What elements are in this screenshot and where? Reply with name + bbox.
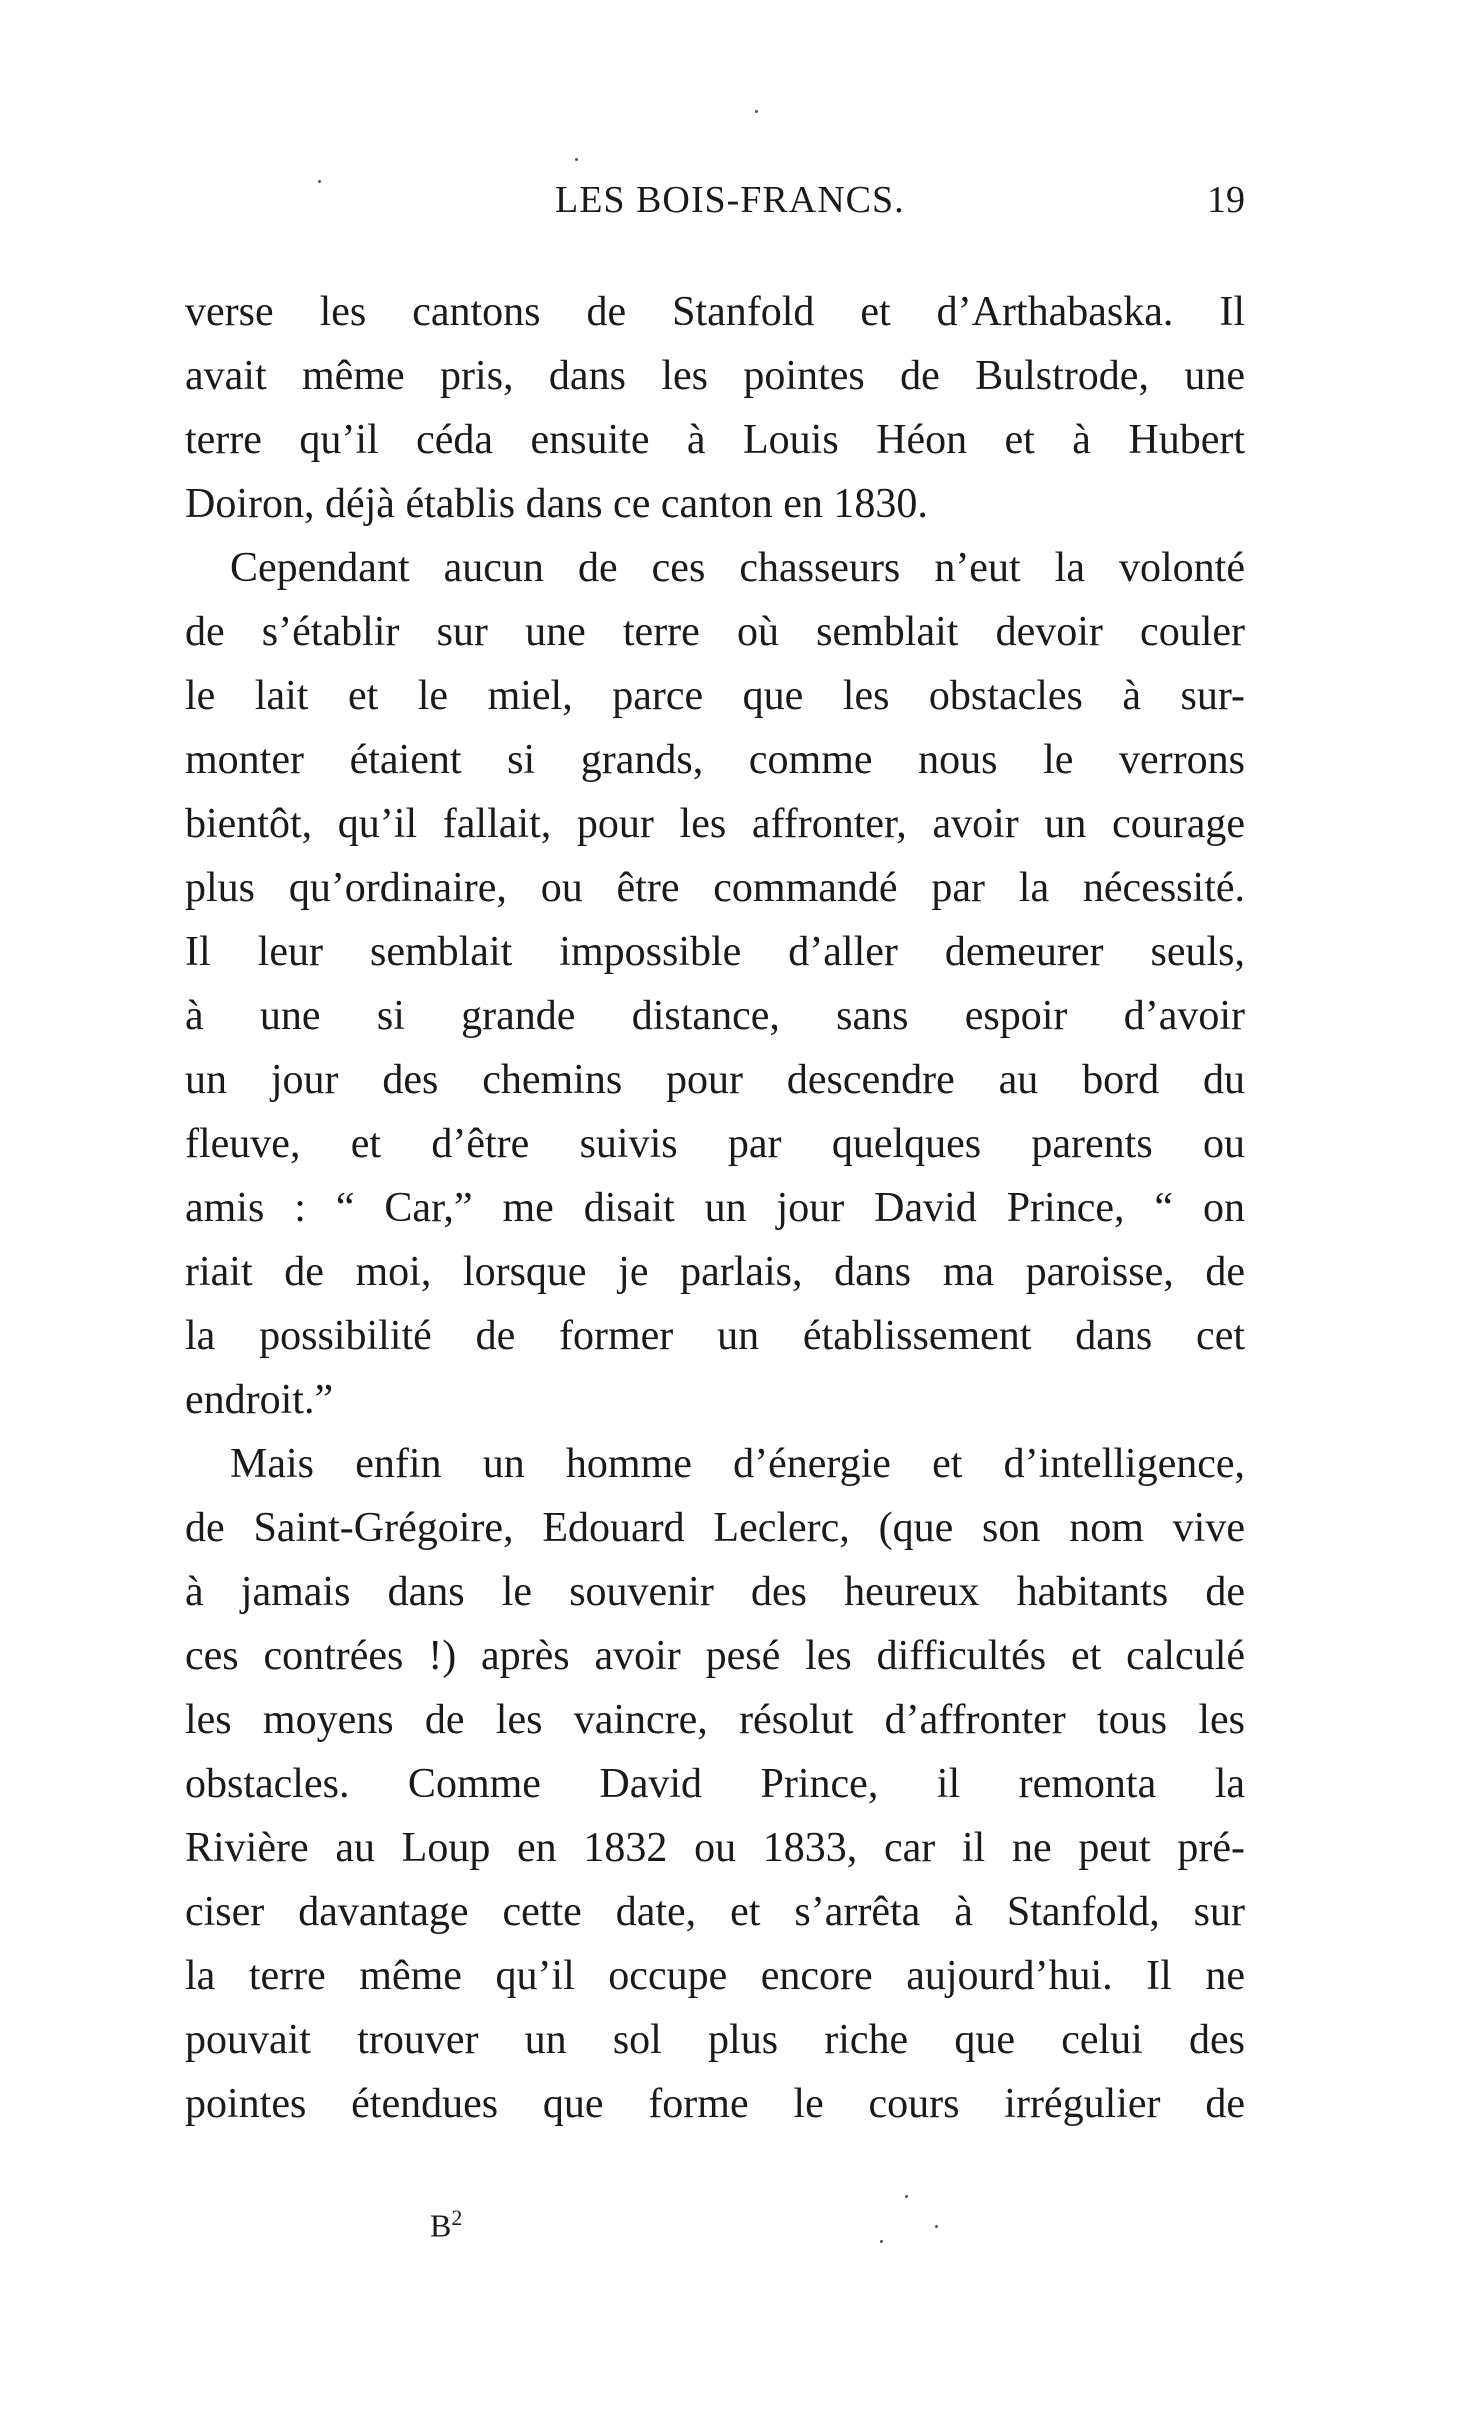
- text-line: à jamais dans le souvenir des heureux habitants de: [185, 1569, 1245, 1615]
- running-head: LES BOIS-FRANCS.: [555, 179, 905, 221]
- text-line: Cependant aucun de ces chasseurs n’eut la volonté: [230, 545, 1245, 591]
- scan-speck: [905, 2195, 908, 2198]
- text-line: Il leur semblait impossible d’aller demeurer seuls,: [185, 929, 1245, 975]
- text-line: de Saint-Grégoire, Edouard Leclerc, (que son nom vive: [185, 1505, 1245, 1551]
- paragraph: [185, 1432, 1245, 2136]
- printer-signature-mark: [430, 2205, 462, 2245]
- scan-speck: [575, 158, 578, 161]
- text-line: ces contrées !) après avoir pesé les difficultés et calculé: [185, 1633, 1245, 1679]
- page-number: 19: [1207, 179, 1245, 221]
- text-line: Doiron, déjà établis dans ce canton en 1830.: [185, 481, 928, 527]
- text-line: pouvait trouver un sol plus riche que celui des: [185, 2017, 1245, 2063]
- signature-number: 2: [451, 2205, 463, 2230]
- paragraph: [185, 536, 1245, 1432]
- signature-letter: B: [430, 2207, 452, 2244]
- text-line: Mais enfin un homme d’énergie et d’intelligence,: [230, 1441, 1245, 1487]
- text-line: plus qu’ordinaire, ou être commandé par la nécessité.: [185, 865, 1245, 911]
- text-line: monter étaient si grands, comme nous le verrons: [185, 737, 1245, 783]
- text-line: fleuve, et d’être suivis par quelques parents ou: [185, 1121, 1245, 1167]
- text-line: pointes étendues que forme le cours irrégulier de: [185, 2081, 1245, 2127]
- text-line: bientôt, qu’il fallait, pour les affronter, avoir un courage: [185, 801, 1245, 847]
- text-line: la terre même qu’il occupe encore aujourd’hui. Il ne: [185, 1953, 1245, 1999]
- text-line: Rivière au Loup en 1832 ou 1833, car il ne peut pré-: [185, 1825, 1245, 1871]
- text-line: obstacles. Comme David Prince, il remonta la: [185, 1761, 1245, 1807]
- scan-speck: [935, 2225, 938, 2228]
- text-line: le lait et le miel, parce que les obstacles à sur-: [185, 673, 1245, 719]
- text-line: les moyens de les vaincre, résolut d’affronter tous les: [185, 1697, 1245, 1743]
- scan-speck: [755, 110, 758, 113]
- text-line: amis : “ Car,” me disait un jour David Prince, “ on: [185, 1185, 1245, 1231]
- page-header: [185, 178, 1265, 238]
- text-line: verse les cantons de Stanfold et d’Arthabaska. Il: [185, 289, 1245, 335]
- text-line: terre qu’il céda ensuite à Louis Héon et à Hubert: [185, 417, 1245, 463]
- text-line: avait même pris, dans les pointes de Bulstrode, une: [185, 353, 1245, 399]
- scan-speck: [318, 180, 321, 183]
- body-text: [185, 280, 1245, 2136]
- text-line: la possibilité de former un établissement dans cet: [185, 1313, 1245, 1359]
- text-line: ciser davantage cette date, et s’arrêta à Stanfold, sur: [185, 1889, 1245, 1935]
- scan-speck: [880, 2240, 883, 2243]
- paragraph: [185, 280, 1245, 536]
- text-line: de s’établir sur une terre où semblait devoir couler: [185, 609, 1245, 655]
- text-line: riait de moi, lorsque je parlais, dans ma paroisse, de: [185, 1249, 1245, 1295]
- text-line: endroit.”: [185, 1377, 334, 1423]
- text-line: à une si grande distance, sans espoir d’avoir: [185, 993, 1245, 1039]
- text-line: un jour des chemins pour descendre au bord du: [185, 1057, 1245, 1103]
